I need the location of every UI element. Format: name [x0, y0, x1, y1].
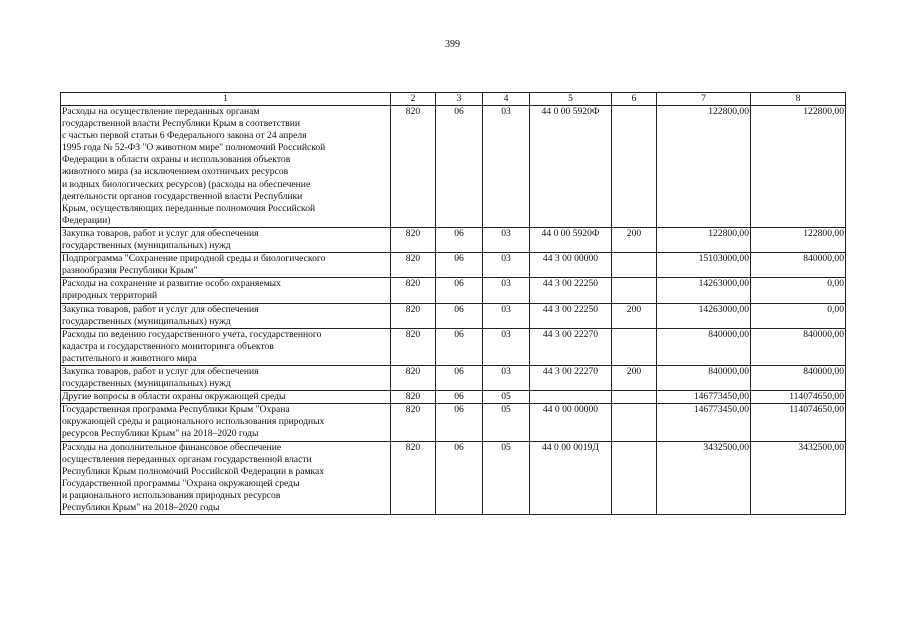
cell-amount-2020: 840000,00 [751, 365, 846, 390]
column-header: 6 [612, 93, 657, 106]
column-header: 8 [751, 93, 846, 106]
cell-name: Государственная программа Республики Крым "Охрана окружающей среды и рационального использования природных ресурсов Республики Крым" на 2018–2020 годы [61, 404, 391, 441]
table-row [61, 441, 846, 515]
cell-name: Подпрограмма "Сохранение природной среды и биологического разнообразия Республики Крым" [61, 253, 391, 278]
cell-subsection: 05 [483, 391, 530, 404]
cell-amount-2020: 114074650,00 [751, 391, 846, 404]
cell-target-article: 44 3 00 22250 [530, 278, 612, 303]
cell-subsection: 03 [483, 365, 530, 390]
cell-subsection: 03 [483, 106, 530, 228]
cell-target-article: 44 0 00 00000 [530, 404, 612, 441]
table-body [61, 106, 846, 515]
cell-amount-2019: 146773450,00 [657, 404, 751, 441]
cell-name: Расходы на сохранение и развитие особо охраняемых природных территорий [61, 278, 391, 303]
table-row [61, 278, 846, 303]
cell-target-article: 44 0 00 5920Ф [530, 227, 612, 252]
cell-target-article: 44 0 00 0019Д [530, 441, 612, 515]
cell-admin-code: 820 [391, 227, 436, 252]
header-row [61, 93, 846, 106]
cell-amount-2020: 122800,00 [751, 227, 846, 252]
cell-admin-code: 820 [391, 404, 436, 441]
table-row [61, 253, 846, 278]
cell-admin-code: 820 [391, 328, 436, 365]
cell-amount-2019: 14263000,00 [657, 303, 751, 328]
cell-target-article: 44 0 00 5920Ф [530, 106, 612, 228]
cell-expense-type [612, 328, 657, 365]
cell-amount-2020: 3432500,00 [751, 441, 846, 515]
cell-subsection: 05 [483, 441, 530, 515]
cell-name: Расходы на осуществление переданных органам государственной власти Республики Крым в соответствии с частью первой статьи 6 Федерального закона от 24 апреля 1995 года № 52-ФЗ "О животном мире" полномочий Российской Федерации в области охраны и использования объектов животного мира (за исключением охотничьих ресурсов и водных биологических ресурсов) (расходы на обеспечение деятельности органов государственной власти Республики Крым, осуществляющих переданные полномочия Российской Федерации) [61, 106, 391, 228]
cell-admin-code: 820 [391, 278, 436, 303]
cell-target-article: 44 3 00 22250 [530, 303, 612, 328]
cell-admin-code: 820 [391, 441, 436, 515]
cell-section: 06 [436, 106, 483, 228]
column-header: 4 [483, 93, 530, 106]
page-number: 399 [445, 39, 460, 50]
cell-section: 06 [436, 441, 483, 515]
cell-amount-2019: 14263000,00 [657, 278, 751, 303]
budget-table [60, 92, 846, 515]
table-row [61, 365, 846, 390]
cell-section: 06 [436, 303, 483, 328]
cell-admin-code: 820 [391, 106, 436, 228]
cell-name: Расходы по ведению государственного учета, государственного кадастра и государственного мониторинга объектов растительного и животного мира [61, 328, 391, 365]
cell-amount-2020: 114074650,00 [751, 404, 846, 441]
cell-expense-type [612, 441, 657, 515]
table-row [61, 391, 846, 404]
cell-amount-2019: 122800,00 [657, 106, 751, 228]
cell-expense-type: 200 [612, 227, 657, 252]
cell-name: Расходы на дополнительное финансовое обеспечение осуществления переданных органам государственной власти Республики Крым полномочий Российской Федерации в рамках Государственной программы "Охрана окружающей среды и рационального использования природных ресурсов Республики Крым" на 2018–2020 годы [61, 441, 391, 515]
cell-name: Закупка товаров, работ и услуг для обеспечения государственных (муниципальных) нужд [61, 303, 391, 328]
cell-name: Закупка товаров, работ и услуг для обеспечения государственных (муниципальных) нужд [61, 227, 391, 252]
table-row [61, 328, 846, 365]
table-row [61, 106, 846, 228]
cell-section: 06 [436, 365, 483, 390]
cell-amount-2019: 3432500,00 [657, 441, 751, 515]
table-row [61, 303, 846, 328]
cell-section: 06 [436, 278, 483, 303]
cell-amount-2019: 122800,00 [657, 227, 751, 252]
cell-amount-2019: 840000,00 [657, 328, 751, 365]
cell-amount-2020: 122800,00 [751, 106, 846, 228]
table-row [61, 227, 846, 252]
cell-amount-2020: 0,00 [751, 303, 846, 328]
cell-amount-2020: 0,00 [751, 278, 846, 303]
cell-subsection: 03 [483, 253, 530, 278]
cell-expense-type: 200 [612, 365, 657, 390]
cell-admin-code: 820 [391, 391, 436, 404]
cell-subsection: 05 [483, 404, 530, 441]
cell-expense-type [612, 106, 657, 228]
cell-name: Другие вопросы в области охраны окружающей среды [61, 391, 391, 404]
cell-expense-type [612, 253, 657, 278]
cell-section: 06 [436, 253, 483, 278]
cell-amount-2019: 146773450,00 [657, 391, 751, 404]
cell-amount-2020: 840000,00 [751, 253, 846, 278]
cell-amount-2019: 15103000,00 [657, 253, 751, 278]
table-row [61, 404, 846, 441]
cell-expense-type [612, 391, 657, 404]
cell-subsection: 03 [483, 328, 530, 365]
cell-admin-code: 820 [391, 365, 436, 390]
cell-subsection: 03 [483, 227, 530, 252]
column-header: 2 [391, 93, 436, 106]
cell-subsection: 03 [483, 278, 530, 303]
cell-target-article [530, 391, 612, 404]
column-header: 1 [61, 93, 391, 106]
cell-expense-type [612, 404, 657, 441]
column-header: 5 [530, 93, 612, 106]
cell-expense-type [612, 278, 657, 303]
column-header: 7 [657, 93, 751, 106]
cell-target-article: 44 3 00 22270 [530, 365, 612, 390]
cell-section: 06 [436, 227, 483, 252]
cell-name: Закупка товаров, работ и услуг для обеспечения государственных (муниципальных) нужд [61, 365, 391, 390]
cell-expense-type: 200 [612, 303, 657, 328]
cell-target-article: 44 3 00 00000 [530, 253, 612, 278]
cell-section: 06 [436, 328, 483, 365]
column-header: 3 [436, 93, 483, 106]
cell-subsection: 03 [483, 303, 530, 328]
cell-amount-2020: 840000,00 [751, 328, 846, 365]
cell-amount-2019: 840000,00 [657, 365, 751, 390]
cell-section: 06 [436, 391, 483, 404]
cell-admin-code: 820 [391, 253, 436, 278]
cell-section: 06 [436, 404, 483, 441]
cell-admin-code: 820 [391, 303, 436, 328]
cell-target-article: 44 3 00 22270 [530, 328, 612, 365]
